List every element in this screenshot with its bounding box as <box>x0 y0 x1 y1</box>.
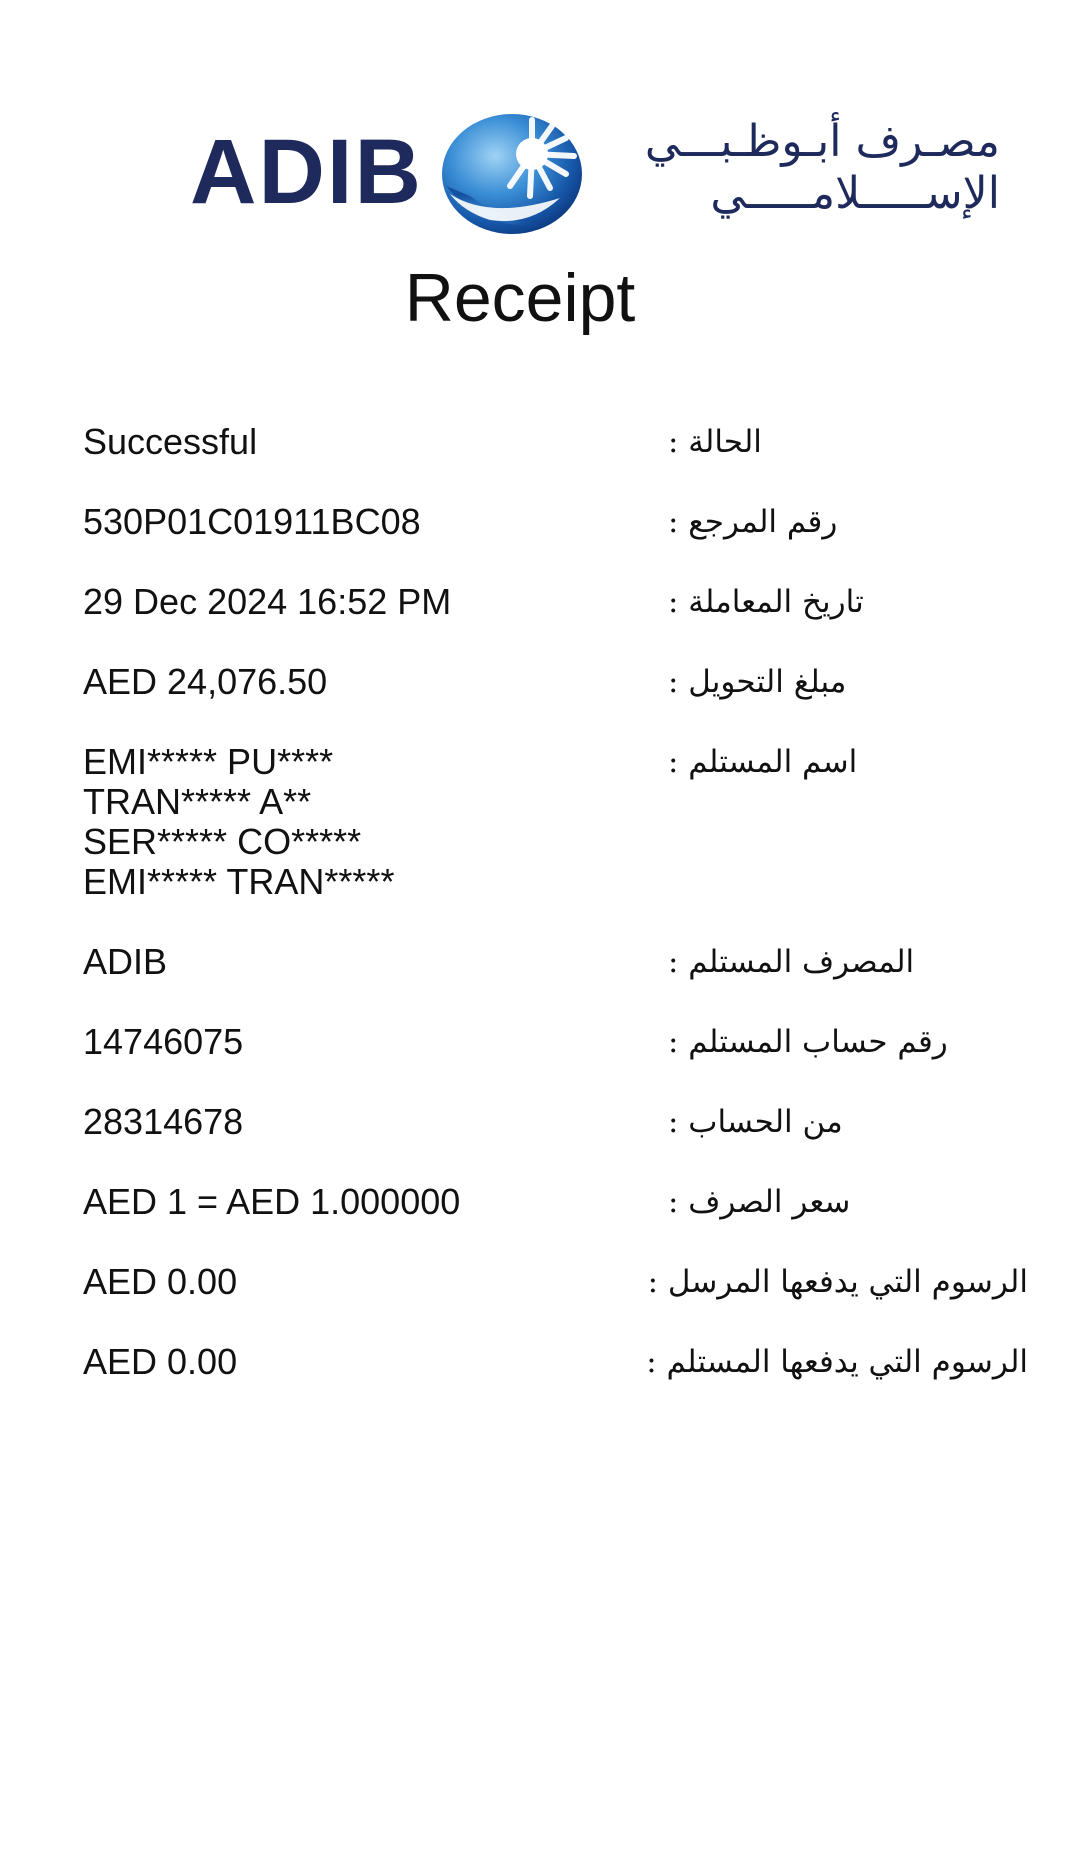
transaction-date-label-text: تاريخ المعاملة : <box>668 584 864 620</box>
logo-arabic-line-1: مصـرف أبـوظـبـــي <box>644 116 1000 167</box>
transaction-date-label <box>668 582 1028 622</box>
sender-fees-label <box>647 1262 1028 1302</box>
exchange-rate-label-text: سعر الصرف : <box>668 1184 851 1220</box>
reference-label <box>668 502 1028 542</box>
status-value: Successful <box>83 421 258 462</box>
beneficiary-name-label-text: اسم المستلم : <box>668 744 858 780</box>
logo-wordmark-arabic <box>645 116 1000 220</box>
beneficiary-account-label-text: رقم حساب المستلم : <box>668 1024 948 1060</box>
globe-icon <box>440 108 590 238</box>
beneficiary-account-label <box>668 1022 1028 1062</box>
from-account-label <box>668 1102 1028 1142</box>
beneficiary-fees-value: AED 0.00 <box>83 1341 238 1382</box>
status-label-text: الحالة : <box>668 424 762 460</box>
transfer-amount-value: AED 24,076.50 <box>83 661 328 702</box>
sender-fees-value: AED 0.00 <box>83 1261 238 1302</box>
beneficiary-name-value: EMI***** PU**** TRAN***** A** SER***** CO***** EMI***** TRAN***** <box>83 741 395 902</box>
beneficiary-name-label <box>668 742 1028 782</box>
transfer-amount-label <box>668 662 1028 702</box>
beneficiary-account-value: 14746075 <box>83 1021 244 1062</box>
exchange-rate-value: AED 1 = AED 1.000000 <box>83 1181 461 1222</box>
page-title: Receipt <box>404 260 636 336</box>
sender-fees-label-text: الرسوم التي يدفعها المرسل : <box>647 1264 1028 1300</box>
transfer-amount-label-text: مبلغ التحويل : <box>668 664 847 700</box>
beneficiary-fees-label <box>646 1342 1028 1382</box>
reference-label-text: رقم المرجع : <box>668 504 838 540</box>
from-account-label-text: من الحساب : <box>668 1104 843 1140</box>
exchange-rate-label <box>668 1182 1028 1222</box>
logo-arabic-line-2: الإســـــلامـــــي <box>710 168 1000 219</box>
reference-value: 530P01C01911BC08 <box>83 501 421 542</box>
beneficiary-bank-label-text: المصرف المستلم : <box>668 944 915 980</box>
status-label <box>668 422 1028 462</box>
beneficiary-fees-label-text: الرسوم التي يدفعها المستلم : <box>646 1344 1028 1380</box>
logo-wordmark-latin: ADIB <box>190 121 423 223</box>
beneficiary-bank-value: ADIB <box>83 941 168 982</box>
transaction-date-value: 29 Dec 2024 16:52 PM <box>83 581 452 622</box>
from-account-value: 28314678 <box>83 1101 244 1142</box>
beneficiary-bank-label <box>668 942 1028 982</box>
adib-logo <box>190 108 1010 238</box>
